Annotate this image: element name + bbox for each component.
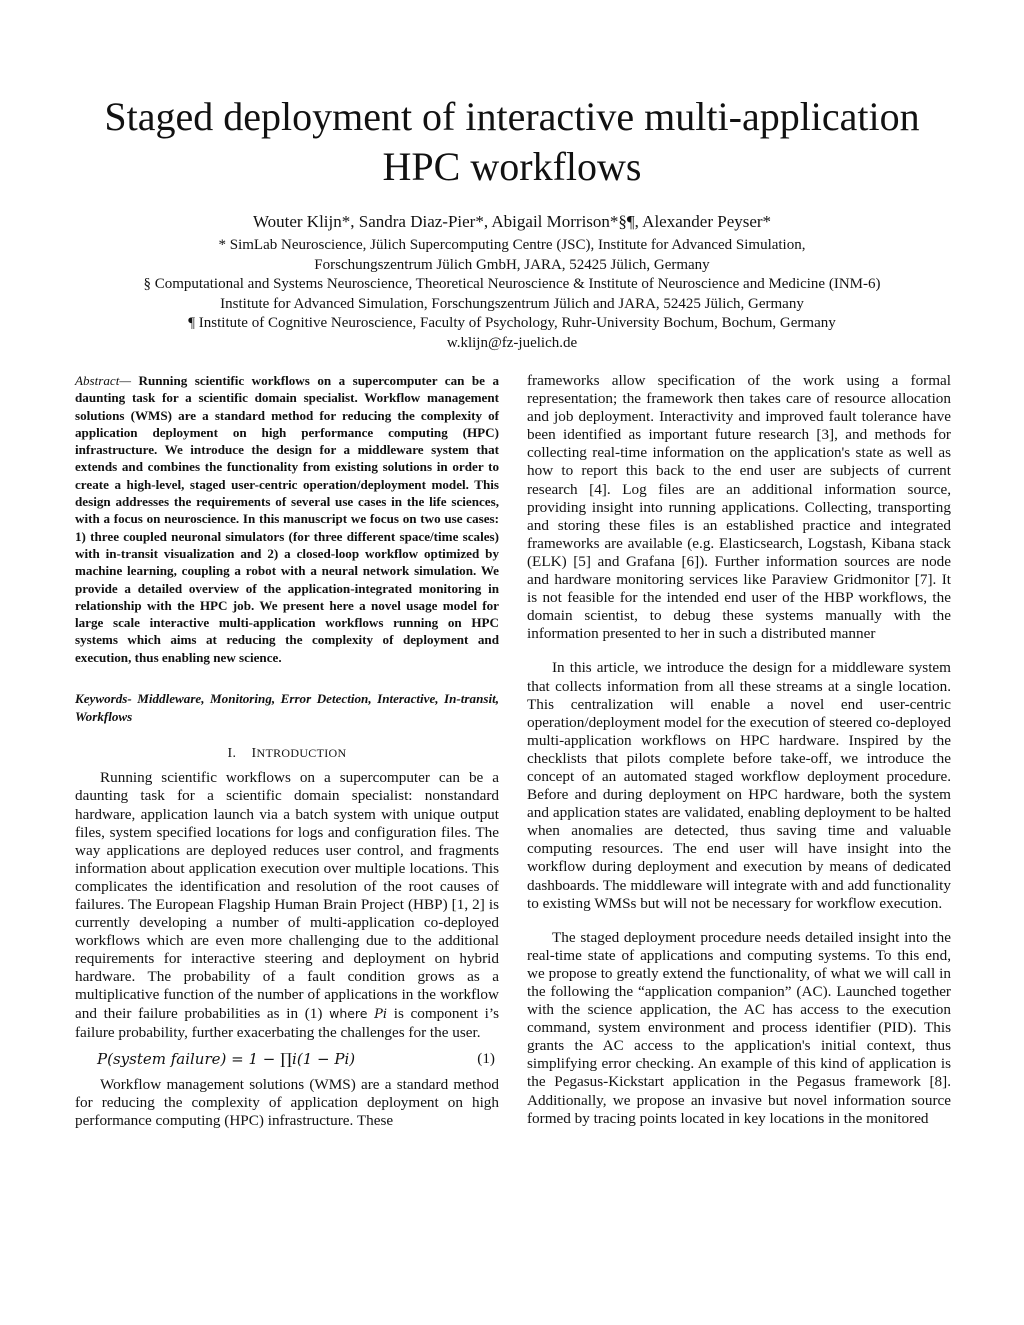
title-line-1: Staged deployment of interactive multi-application	[104, 94, 920, 139]
section-title-rest: NTRODUCTION	[256, 746, 347, 761]
section-heading-introduction	[75, 744, 499, 763]
right-paragraph-3: The staged deployment procedure needs detailed insight into the real-time state of applications and computing systems. To this end, we propose to greatly extend the functionality, of what we will call in the following the “application companion” (AC). Launched together with the science application, the AC has access to the execution command, system environment and process identifier (PID). This grants the AC access to the application's initial context, thus simplifying error checking. An example of this kind of application is the Pegasus-Kickstart application in the Pegasus framework [8]. Additionally, we propose an invasive but novel information source formed by tracing points located in key locations in the monitored	[527, 928, 951, 1127]
affiliation-line: § Computational and Systems Neuroscience, Theoretical Neuroscience & Institute of Neuroscience and Medicine (INM-6)	[143, 276, 881, 293]
contact-email: w.klijn@fz-juelich.de	[446, 334, 578, 351]
author-list: Wouter Klijn*, Sandra Diaz-Pier*, Abigail Morrison*§¶, Alexander Peyser*	[252, 212, 772, 231]
intro-paragraph-2: Workflow management solutions (WMS) are a standard method for reducing the complexity of application deployment on high performance computing (HPC) infrastructure. These	[75, 1075, 499, 1130]
intro-paragraph-1	[75, 769, 499, 1041]
affiliations	[0, 236, 1024, 354]
section-title-initial: I	[251, 746, 257, 762]
failure-symbol: Pi	[374, 1006, 388, 1022]
intro-p1-main: Running scientific workflows on a supercomputer can be a daunting task for a scientific domain specialist: nonstandard hardware, application launch via a batch system with unique output files, system specified locations for logs and configuration files. The way applications are deployed reduces user control, and fragments information about application execution over multiple locations. This complicates the identification and resolution of the root causes of failures. The European Flagship Human Brain Project (HBP) [1, 2] is currently developing a number of multi-application co-deployed workflows which are even more challenging due to the additional requirements for interactive steering and deployment on hybrid hardware. The probability of a fault condition grows as a multiplicative function of the number of applications in the workflow and their failure probabilities as in (1)	[75, 769, 499, 1022]
intro-p1-where: where	[329, 1005, 368, 1021]
right-paragraph-2: In this article, we introduce the design for a middleware system that collects information from all these streams at a single location. This centralization will enable a novel end user-centric operation/deployment model for the execution of steered co-deployed multi-application workflows on HPC hardware. Inspired by the checklists that pilots complete before take-off, we introduce the concept of an automated staged workflow deployment procedure. Before and during deployment on HPC hardware, both the system and application states are validated, enabling deployment to be halted when anomalies are detected, thus saving time and valuable computing resources. The end user will have insight into the workflow during deployment and execution by means of dedicated dashboards. The middleware will integrate with and add functionality to existing WMSs but will not be necessary for workflow execution.	[527, 659, 951, 912]
section-number: I.	[227, 746, 237, 762]
intro-p1-tail: is component i’s failure probability, further exacerbating the challenges for the user.	[75, 1004, 499, 1041]
equation-number: (1)	[477, 1049, 495, 1067]
affiliation-line: ¶ Institute of Cognitive Neuroscience, Faculty of Psychology, Ruhr-University Bochum, Bochum, Germany	[188, 315, 836, 332]
abstract-label: Abstract—	[75, 373, 132, 388]
equation-formula: P(system failure) = 1 − ∏i(1 − Pi)	[97, 1049, 356, 1068]
paper-title	[0, 92, 1024, 192]
abstract	[75, 372, 499, 666]
affiliation-line: * SimLab Neuroscience, Jülich Supercomputing Centre (JSC), Institute for Advanced Simulation,	[218, 237, 806, 253]
equation-1	[75, 1050, 499, 1068]
affiliation-line: Forschungszentrum Jülich GmbH, JARA, 52425 Jülich, Germany	[314, 256, 710, 273]
keywords: Keywords- Middleware, Monitoring, Error Detection, Interactive, In-transit, Workflows	[75, 691, 499, 724]
left-column	[75, 372, 499, 1130]
right-column	[527, 372, 951, 1128]
title-line-2: HPC workflows	[382, 144, 642, 189]
affiliation-line: Institute for Advanced Simulation, Forschungszentrum Jülich and JARA, 52425 Jülich, Germany	[220, 295, 804, 312]
abstract-text: Running scientific workflows on a supercomputer can be a daunting task for a scientific domain specialist. Workflow management solutions (WMS) are a standard method for reducing the complexity of application deployment on high performance computing (HPC) infrastructure. We introduce the design for a middleware system that extends and combines the functionality from existing solutions in order to create a high-level, staged user-centric operation/deployment model. This design addresses the requirements of several use cases in the life sciences, with a focus on neuroscience. In this manuscript we focus on two use cases: 1) three coupled neuronal simulators (for three different space/time scales) with in-transit visualization and 2) a closed-loop workflow optimized by machine learning, coupling a robot with a neural network simulation. We provide a detailed overview of the application-integrated monitoring in relationship with the HPC job. We present here a novel usage model for large scale interactive multi-application workflows running on HPC systems which aims at reducing the complexity of deployment and execution, thus enabling new science.	[75, 373, 499, 665]
right-paragraph-1: frameworks allow specification of the work using a formal representation; the framework then takes care of resource allocation and job deployment. Interactivity and improved fault tolerance have been identified as important future research [3], and methods for collecting real-time information on the application's state as well as how to report this back to the end user are subjects of current research [4]. Log files are an additional information source, providing insight into running applications. Collecting, transporting and storing these files is an established practice and integrated frameworks are available (e.g. Elasticsearch, Logstash, Kibana stack (ELK) [5] and Grafana [6]). Further information sources are node and hardware monitoring services like Paraview Gridmonitor [7]. It is not feasible for the intended end user of the HBP workflows, the domain scientist, to debug these systems manually with the information presented to her in such a distributed manner	[527, 372, 951, 643]
